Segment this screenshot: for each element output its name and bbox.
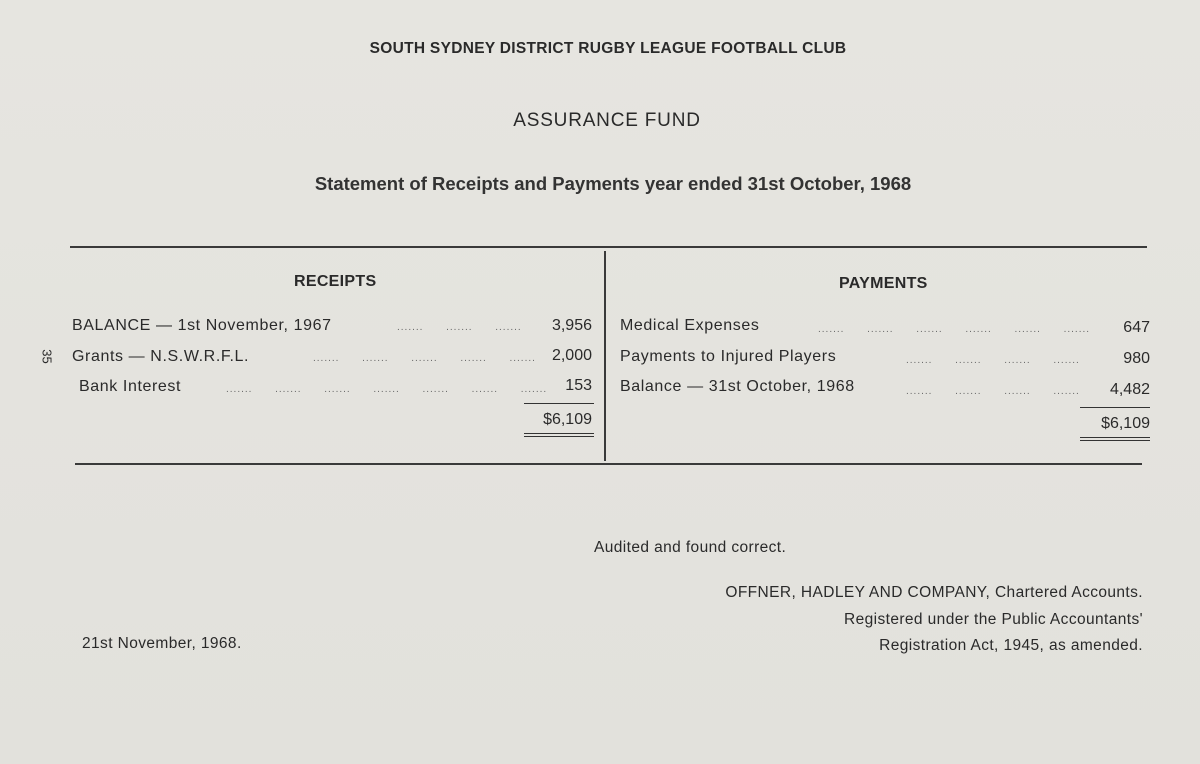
table-top-rule [70, 246, 1147, 248]
payment-label-3: Balance — 31st October, 1968 [620, 378, 855, 395]
page-number: 35 [39, 349, 55, 364]
leader-dots: ....... ....... ....... ....... ....... ....... [818, 324, 1091, 335]
payment-label-2: Payments to Injured Players [620, 348, 837, 365]
receipt-label-2: Grants — N.S.W.R.F.L. [72, 348, 250, 365]
payment-amount-1: 647 [1123, 319, 1150, 336]
signing-date: 21st November, 1968. [82, 635, 242, 652]
table-bottom-rule [75, 463, 1142, 465]
registration-line-1: Registered under the Public Accountants' [844, 611, 1143, 628]
column-divider [604, 251, 606, 461]
leader-dots: ....... ....... ....... ....... ....... ....... ....... [226, 384, 548, 395]
receipts-heading: RECEIPTS [294, 273, 377, 290]
payments-heading: PAYMENTS [839, 275, 928, 292]
audit-statement: Audited and found correct. [594, 539, 787, 556]
leader-dots: ....... ....... ....... ....... [906, 386, 1080, 397]
payment-label-1: Medical Expenses [620, 317, 760, 334]
subtotal-rule [524, 403, 594, 404]
payment-amount-2: 980 [1123, 350, 1150, 367]
receipt-amount-2: 2,000 [551, 347, 592, 364]
fund-title: ASSURANCE FUND [513, 110, 701, 131]
total-rule [524, 433, 594, 434]
total-rule [524, 436, 594, 437]
registration-line-2: Registration Act, 1945, as amended. [879, 637, 1143, 654]
subtotal-rule [1080, 407, 1150, 408]
receipt-label-3: Bank Interest [79, 378, 182, 395]
statement-title: Statement of Receipts and Payments year ended 31st October, 1968 [314, 173, 912, 194]
club-name: SOUTH SYDNEY DISTRICT RUGBY LEAGUE FOOTBALL CLUB [369, 40, 847, 57]
payment-amount-3: 4,482 [1109, 381, 1150, 398]
receipts-total: $6,109 [543, 411, 592, 428]
leader-dots: ....... ....... ....... ....... [906, 355, 1080, 366]
receipt-amount-1: 3,956 [551, 317, 592, 334]
leader-dots: ....... ....... ....... ....... ....... [313, 353, 536, 364]
total-rule [1080, 440, 1150, 441]
payments-total: $6,109 [1101, 415, 1150, 432]
total-rule [1080, 437, 1150, 438]
receipt-amount-3: 153 [565, 377, 592, 394]
leader-dots: ....... ....... ....... [397, 322, 522, 333]
auditor-firm: OFFNER, HADLEY AND COMPANY, Chartered Accounts. [725, 584, 1143, 601]
receipt-label-1: BALANCE — 1st November, 1967 [72, 317, 332, 334]
